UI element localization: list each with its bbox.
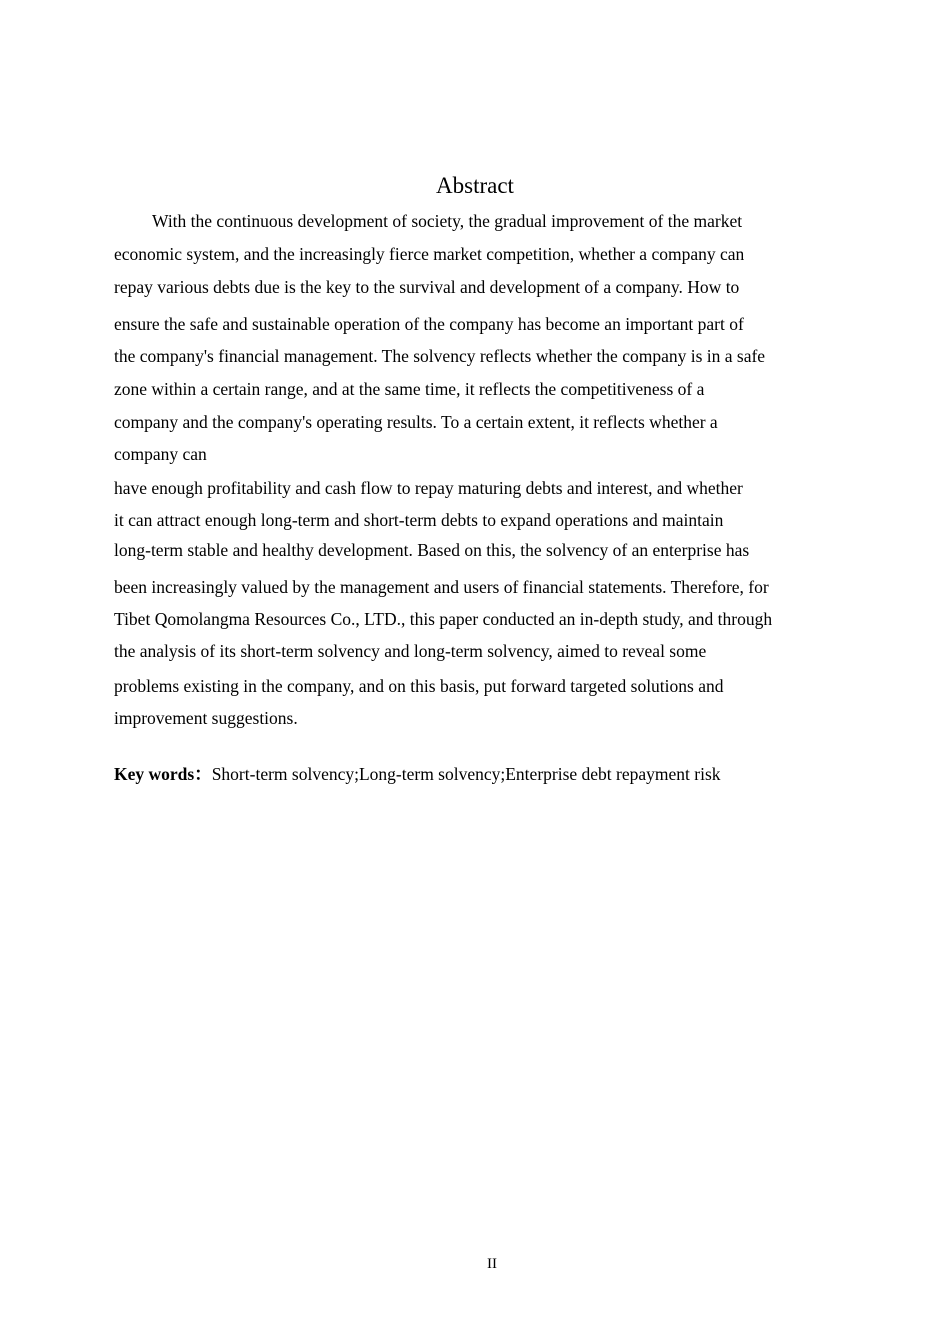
abstract-line: been increasingly valued by the management and users of financial statements. Therefore, for [114,577,769,597]
abstract-line: company can [114,444,207,464]
page-number: II [487,1256,497,1272]
keywords [114,763,721,785]
abstract-line: have enough profitability and cash flow to repay maturing debts and interest, and whether [114,478,743,498]
abstract-line: economic system, and the increasingly fierce market competition, whether a company can [114,244,745,264]
abstract-line: ensure the safe and sustainable operation of the company has become an important part of [114,314,744,334]
abstract-line: repay various debts due is the key to the survival and development of a company. How to [114,277,740,297]
abstract-line: long-term stable and healthy development. Based on this, the solvency of an enterprise has [114,540,750,560]
abstract-line: With the continuous development of society, the gradual improvement of the market [152,211,743,231]
abstract-line: company and the company's operating results. To a certain extent, it reflects whether a [114,412,718,432]
abstract-line: improvement suggestions. [114,708,298,728]
abstract-line: it can attract enough long-term and short-term debts to expand operations and maintain [114,510,724,530]
keywords-value: Short-term solvency;Long-term solvency;Enterprise debt repayment risk [211,764,721,784]
abstract-line: the analysis of its short-term solvency and long-term solvency, aimed to reveal some [114,641,707,661]
abstract-line: zone within a certain range, and at the same time, it reflects the competitiveness of a [114,379,705,399]
abstract-line: Tibet Qomolangma Resources Co., LTD., this paper conducted an in-depth study, and through [114,609,773,629]
abstract-line: problems existing in the company, and on this basis, put forward targeted solutions and [114,676,724,696]
page-title: Abstract [436,173,514,198]
keywords-label: Key words： [114,764,212,784]
abstract-line: the company's financial management. The solvency reflects whether the company is in a safe [114,346,766,366]
